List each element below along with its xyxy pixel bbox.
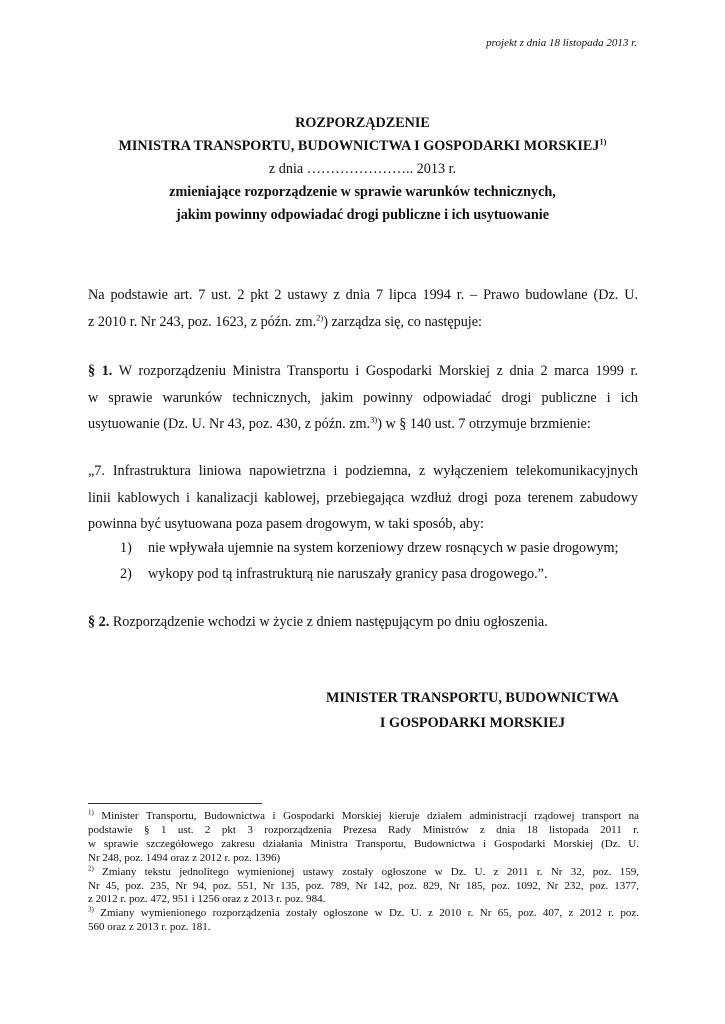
list-item-number: 1)	[120, 540, 132, 556]
footnote-line: podstawie § 1 ust. 2 pkt 3 rozporządzenia Prezesa Rady Ministrów z dnia 18 listopada 2011 r.	[88, 823, 639, 836]
section-1-line	[88, 358, 638, 385]
footnote-text: Zmiany wymienionego rozporządzenia zostały ogłoszone w Dz. U. z 2010 r. Nr 65, poz. 407, z 2012 r. poz.	[93, 907, 639, 920]
list-item	[120, 536, 650, 562]
section-1-line: w sprawie warunków technicznych, jakim powinny odpowiadać drogi publiczne i ich	[88, 389, 638, 406]
preamble-text: ) zarządza się, co następuje:	[323, 313, 482, 330]
signature-line1: MINISTER TRANSPORTU, BUDOWNICTWA	[326, 690, 619, 706]
footnote-ref-2: 2)	[316, 311, 324, 322]
preamble-text: z 2010 r. Nr 243, poz. 1623, z późn. zm.	[88, 313, 317, 330]
list-item	[120, 562, 650, 588]
quote-line: „7. Infrastruktura liniowa napowietrzna i podziemna, z wyłączeniem telekomunikacyjnych	[88, 463, 638, 479]
footnote-ref-1: 1)	[599, 136, 607, 147]
title-authority	[0, 135, 725, 158]
section-1-text: ) w § 140 ust. 7 otrzymuje brzmienie:	[377, 416, 591, 432]
title-date: z dnia ………………….. 2013 r.	[268, 161, 457, 177]
title-subject-line1: zmieniające rozporządzenie w sprawie warunków technicznych,	[169, 184, 556, 200]
section-2-label: § 2.	[88, 614, 110, 630]
title-heading: ROZPORZĄDZENIE	[295, 115, 430, 131]
footnotes	[88, 810, 639, 935]
quote-line: linii kablowych i kanalizacji kablowej, przebiegająca wzdłuż drogi poza terenem zabudowy	[88, 489, 638, 506]
footnote-marker: 2)	[88, 863, 94, 872]
signature-block	[320, 686, 625, 736]
list-item-number: 2)	[120, 565, 132, 582]
amended-provision-quote	[88, 458, 638, 538]
section-1-text: usytuowanie (Dz. U. Nr 43, poz. 430, z późn. zm.	[88, 416, 371, 432]
section-1-text: W rozporządzeniu Ministra Transportu i Gospodarki Morskiej z dnia 2 marca 1999 r.	[112, 363, 639, 379]
signature-line2: I GOSPODARKI MORSKIEJ	[379, 715, 566, 731]
title-subject-line2: jakim powinny odpowiadać drogi publiczne i ich usytuowanie	[175, 207, 550, 223]
footnote-line: Nr 248, poz. 1494 oraz z 2012 r. poz. 1396)	[88, 851, 281, 864]
footnote-line: w sprawie szczegółowego zakresu działania Ministra Transportu, Budownictwa i Gospodarki Morskiej (Dz. U.	[88, 837, 639, 850]
footnote-ref-3: 3)	[370, 414, 378, 425]
footnote-line: Nr 45, poz. 235, Nr 94, poz. 551, Nr 135, poz. 789, Nr 142, poz. 829, Nr 185, poz. 1092, Nr 232, poz. 1377,	[88, 879, 639, 892]
footnote-line: z 2012 r. poz. 472, 951 i 1256 oraz z 2013 r. poz. 984.	[88, 893, 326, 906]
section-2	[88, 609, 638, 636]
quote-line: powinna być usytuowana poza pasem drogowym, w taki sposób, aby:	[88, 516, 484, 532]
section-2-text: Rozporządzenie wchodzi w życie z dniem następującym po dniu ogłoszenia.	[109, 614, 548, 630]
footnote-line	[88, 907, 639, 921]
footnote-text: Zmiany tekstu jednolitego wymienionej ustawy zostały ogłoszone w Dz. U. z 2011 r. Nr 32, poz. 159,	[93, 865, 639, 878]
section-2-line	[88, 609, 638, 636]
list-item-text: nie wpływała ujemnie na system korzeniowy drzew rosnących w pasie drogowym;	[148, 540, 619, 556]
section-1	[88, 358, 638, 438]
quote-list	[120, 536, 650, 587]
footnote-line	[88, 810, 639, 824]
footnote-text: Minister Transportu, Budownictwa i Gospodarki Morskiej kieruje działem administracji rządowej transport na	[93, 810, 639, 822]
preamble	[88, 282, 638, 335]
document-title	[0, 112, 725, 227]
draft-date-note: projekt z dnia 18 listopada 2013 r.	[486, 37, 637, 49]
footnote-marker: 3)	[88, 905, 94, 914]
section-1-label: § 1.	[88, 363, 113, 379]
list-item-text: wykopy pod tą infrastrukturą nie naruszały granicy pasa drogowego.”.	[148, 565, 548, 582]
footnote-marker: 1)	[88, 808, 94, 817]
footnote-divider	[88, 803, 262, 804]
title-authority-text: MINISTRA TRANSPORTU, BUDOWNICTWA I GOSPODARKI MORSKIEJ	[118, 138, 600, 154]
preamble-line: Na podstawie art. 7 ust. 2 pkt 2 ustawy z dnia 7 lipca 1994 r. – Prawo budowlane (Dz. U.	[88, 287, 638, 303]
footnote-line: 560 oraz z 2013 r. poz. 181.	[88, 921, 211, 934]
preamble-line	[88, 309, 638, 336]
footnote-line	[88, 863, 639, 880]
section-1-line	[88, 411, 638, 438]
